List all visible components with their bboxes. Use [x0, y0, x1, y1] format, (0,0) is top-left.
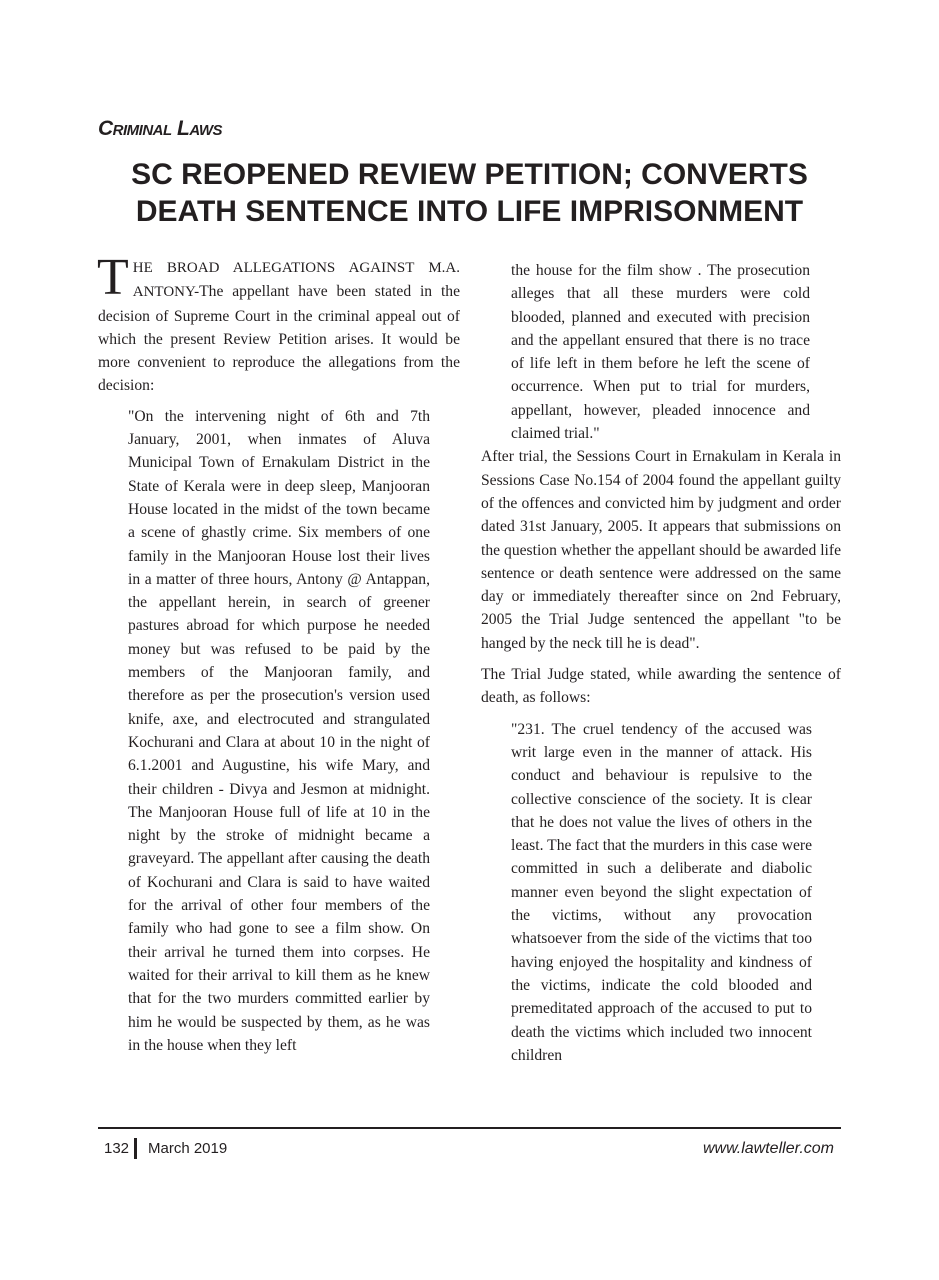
- left-column: [97, 249, 460, 1057]
- issue-date: March 2019: [148, 1140, 228, 1157]
- footer-rule: [98, 1127, 841, 1129]
- page-number: 132: [104, 1140, 130, 1157]
- section-label: Criminal Laws: [98, 117, 222, 140]
- right-column: [481, 259, 841, 1067]
- article-headline: [98, 156, 841, 230]
- allegations-quote-part-1: "On the intervening night of 6th and 7th January, 2001, when inmates of Aluva Municipal Town of Ernakulam District in the State of Kerala were in deep sleep, Manjooran House located in the midst of the town became a scene of ghastly crime. Six members of one family in the Manjooran House lost their lives in a matter of three hours, Antony @ Antappan, the appellant herein, in search of greener pastures abroad for which purpose he needed money but was refused to be paid by the members of the Manjooran family, and therefore as per the prosecution's version used knife, axe, and electrocuted and strangulated Kochurani and Clara at about 10 in the night of 6.1.2001 and Augustine, his wife Mary, and their children - Divya and Jesmon at midnight. The Manjooran House full of life at 10 in the night by the stroke of midnight became a graveyard. The appellant after causing the death of Kochurani and Clara is said to have waited for the arrival of other four members of the family who had gone to see a film show. On their arrival he turned them into corpses. He waited for their arrival to kill them as he knew that for the two murders committed earlier by him he would be suspected by them, as he was in the house when they left: [128, 407, 430, 1054]
- intro-text: The appellant have been stated in the decision of Supreme Court in the criminal appeal out of which the present Review Petition arises. It would be more convenient to reproduce the allegations from the decision:: [98, 283, 460, 395]
- headline-line-2: DEATH SENTENCE INTO LIFE IMPRISONMENT: [135, 195, 804, 228]
- footer-separator: [134, 1138, 137, 1159]
- allegations-quote-part-2: the house for the film show . The prosecution alleges that all these murders were cold blooded, planned and executed with precision and the appellant ensured that there is no trace of life left in them before he left the scene of occurrence. When put to trial for murders, appellant, however, pleaded innocence and claimed trial.": [511, 262, 810, 443]
- intro-paragraph: [97, 249, 460, 398]
- trial-judge-quote: "231. The cruel tendency of the accused was writ large even in the manner of attack. His conduct and behaviour is repulsive to the collective conscience of the society. It is clear that he does not value the lives of others in the least. The fact that the murders in this case were committed in such a deliberate and diabolic manner even beyond the slight expectation of the victims, without any provocation whatsoever from the side of the victims that too having enjoyed the hospitality and kindness of the victims, indicate the cold blooded and premeditated approach of the accused to put to death the victims which included two innocent children: [511, 720, 812, 1064]
- headline-line-1: SC REOPENED REVIEW PETITION; CONVERTS: [131, 158, 808, 191]
- intro-caps-text: HE BROAD ALLEGATIONS AGAINST M.A. ANTONY-: [132, 260, 460, 301]
- trial-paragraph: After trial, the Sessions Court in Ernakulam in Kerala in Sessions Case No.154 of 2004 found the appellant guilty of the offences and convicted him by judgment and order dated 31st January, 2005. It appears that submissions on the question whether the appellant should be awarded life sentence or death sentence were addressed on the same day or immediately thereafter since on 2nd February, 2005 the Trial Judge sentenced the appellant "to be hanged by the neck till he is dead".: [481, 448, 841, 652]
- website-link[interactable]: www.lawteller.com: [703, 1140, 834, 1157]
- drop-cap: T: [97, 249, 129, 306]
- trial-judge-paragraph: The Trial Judge stated, while awarding the sentence of death, as follows:: [481, 666, 841, 707]
